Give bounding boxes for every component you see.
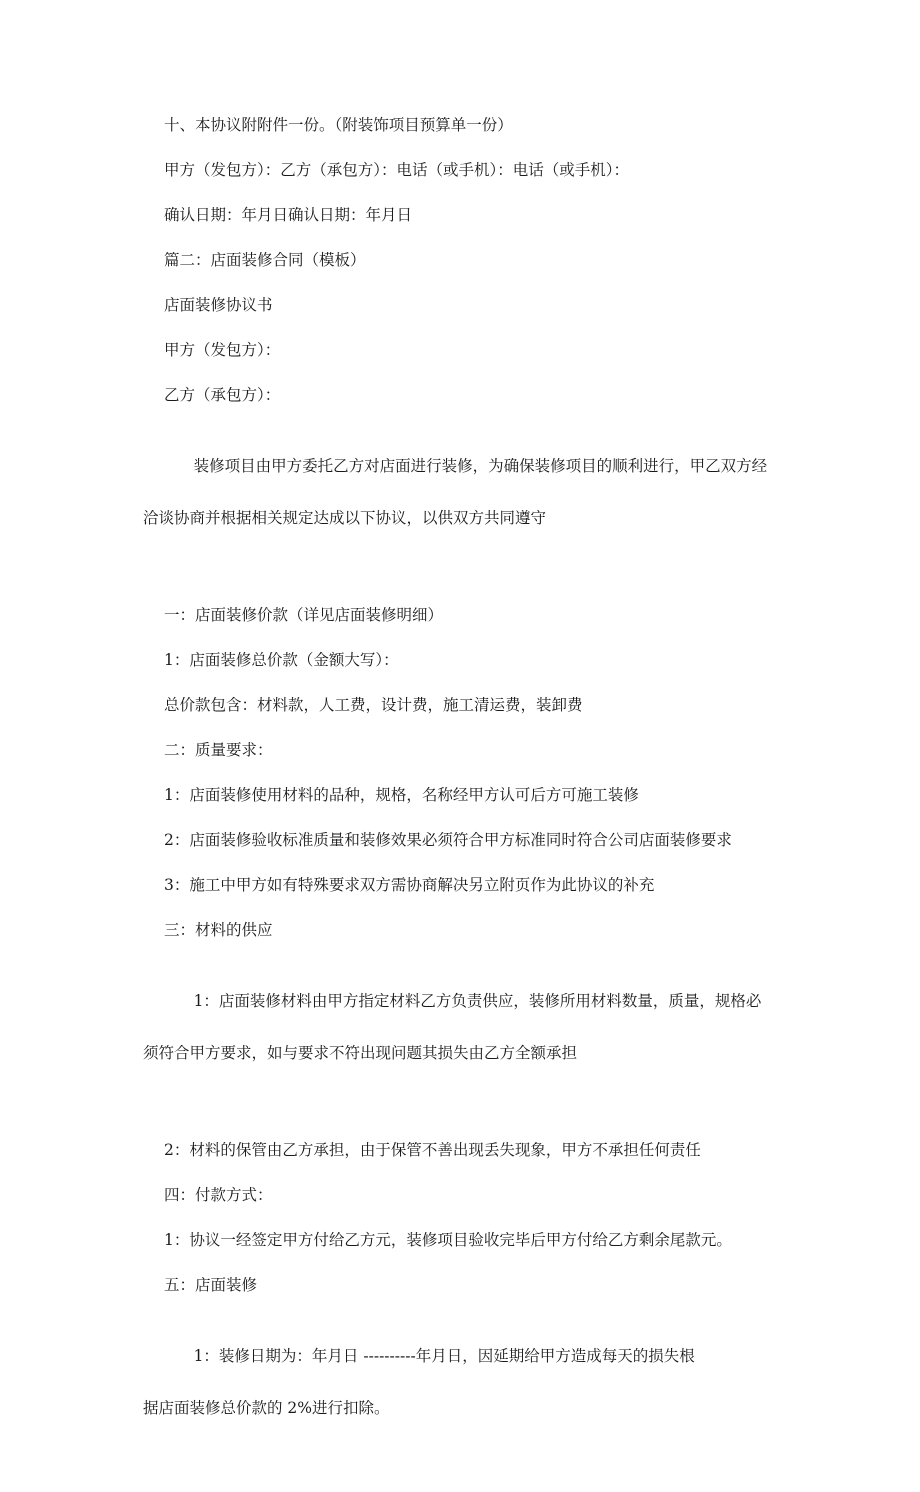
agreement-title: 店面装修协议书 xyxy=(164,296,273,314)
total-price-includes: 总价款包含：材料款，人工费，设计费，施工清运费，装卸费 xyxy=(164,696,583,714)
clause-3-1-line-1: 1：店面装修材料由甲方指定材料乙方负责供应，装修所用材料数量，质量，规格必 xyxy=(193,992,762,1010)
clause-5-1-line-1: 1：装修日期为：年月日 ----------年月日，因延期给甲方造成每天的损失根 xyxy=(193,1347,695,1365)
clause-2-2: 2：店面装修验收标准质量和装修效果必须符合甲方标准同时符合公司店面装修要求 xyxy=(164,831,732,849)
clause-3-1 xyxy=(143,962,804,1118)
clause-attachment: 十、本协议附附件一份。（附装饰项目预算单一份） xyxy=(164,116,513,134)
clause-1-1: 1：店面装修总价款（金额大写）： xyxy=(164,651,399,669)
clause-2-1: 1：店面装修使用材料的品种，规格，名称经甲方认可后方可施工装修 xyxy=(164,786,639,804)
clause-3-1-line-2: 须符合甲方要求，如与要求不符出现问题其损失由乙方全额承担 xyxy=(143,1044,578,1062)
preamble-paragraph xyxy=(143,427,804,583)
party-b-line: 乙方（承包方）： xyxy=(164,386,281,404)
section-three-heading: 三：材料的供应 xyxy=(164,921,273,939)
section-heading-part-two: 篇二：店面装修合同（模板） xyxy=(164,251,366,269)
section-two-heading: 二：质量要求： xyxy=(164,741,273,759)
clause-5-1 xyxy=(143,1317,804,1473)
signature-parties-line: 甲方（发包方）：乙方（承包方）：电话（或手机）：电话（或手机）： xyxy=(164,161,630,179)
clause-4-1: 1：协议一经签定甲方付给乙方元，装修项目验收完毕后甲方付给乙方剩余尾款元。 xyxy=(164,1231,732,1249)
document-body xyxy=(143,112,804,1492)
party-a-line: 甲方（发包方）： xyxy=(164,341,281,359)
section-five-heading: 五：店面装修 xyxy=(164,1276,258,1294)
clause-3-2: 2：材料的保管由乙方承担，由于保管不善出现丢失现象，甲方不承担任何责任 xyxy=(164,1141,701,1159)
preamble-line-1: 装修项目由甲方委托乙方对店面进行装修，为确保装修项目的顺利进行，甲乙双方经 xyxy=(193,457,768,475)
confirmation-date-line: 确认日期：年月日确认日期：年月日 xyxy=(164,206,413,224)
clause-2-3: 3：施工中甲方如有特殊要求双方需协商解决另立附页作为此协议的补充 xyxy=(164,876,655,894)
section-one-heading: 一：店面装修价款（详见店面装修明细） xyxy=(164,606,444,624)
preamble-line-2: 洽谈协商并根据相关规定达成以下协议，以供双方共同遵守 xyxy=(143,509,547,527)
clause-5-1-line-2: 据店面装修总价款的 2%进行扣除。 xyxy=(143,1399,390,1417)
section-four-heading: 四：付款方式： xyxy=(164,1186,273,1204)
